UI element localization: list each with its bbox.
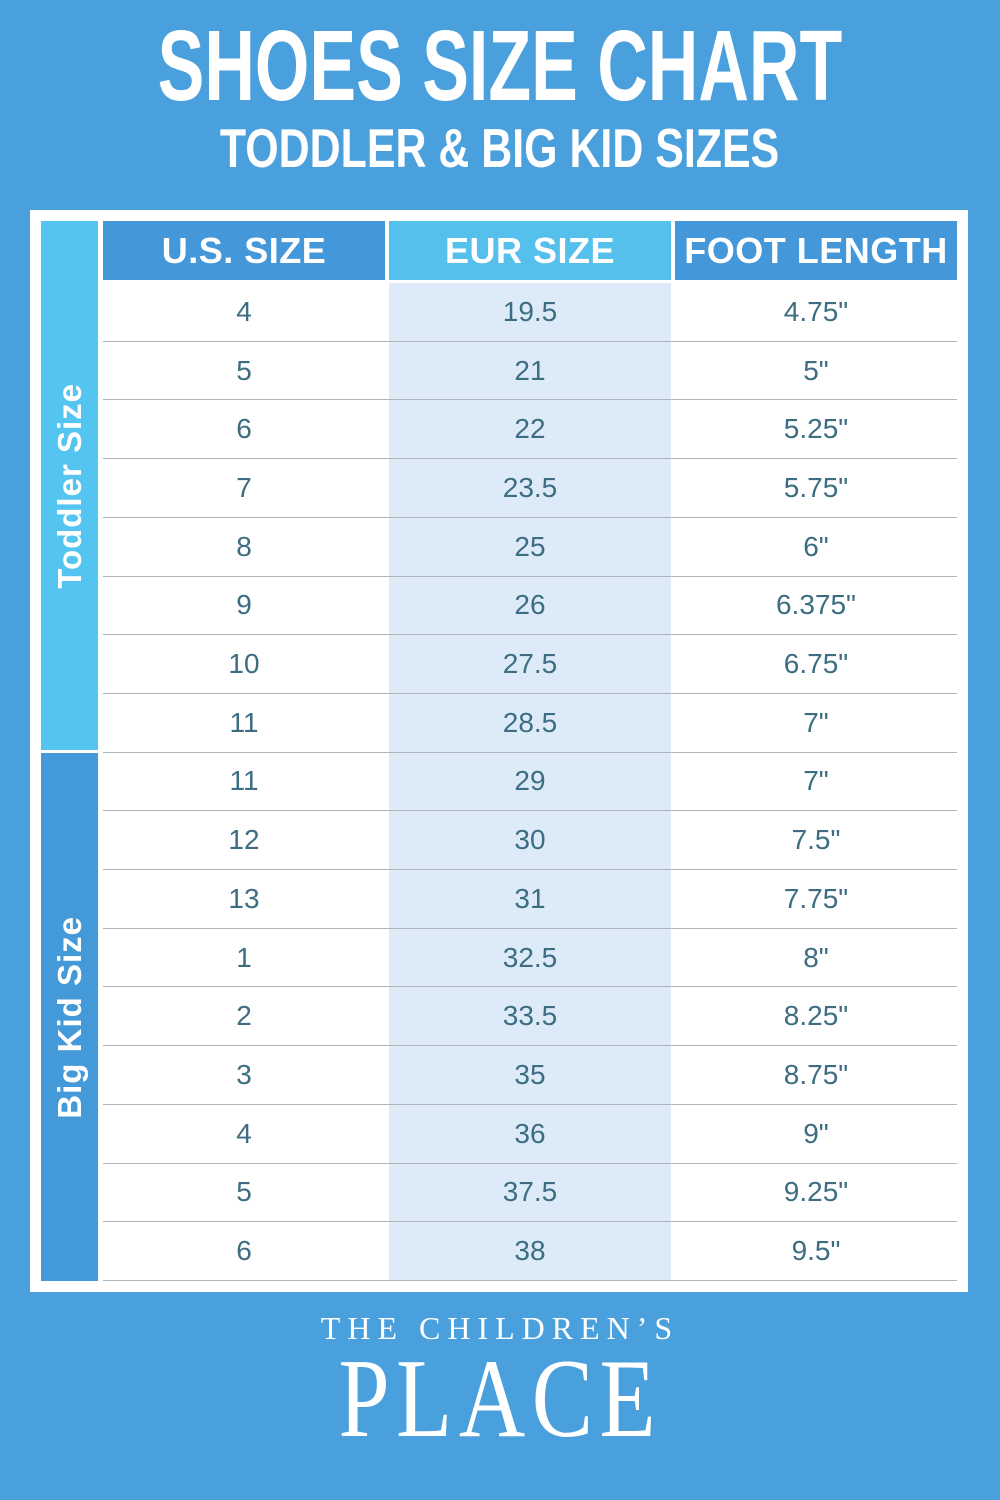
foot-length-cell: 7.75" — [783, 882, 849, 914]
foot-length-cell: 8.75" — [783, 1058, 849, 1090]
eur-size-cell: 32.5 — [389, 929, 671, 987]
eur-size-cell: 23.5 — [389, 459, 671, 517]
eur-size-cell: 36 — [389, 1105, 671, 1163]
foot-length-cell: 8.25" — [783, 1000, 849, 1032]
brand-place-text: PLACE — [338, 1337, 662, 1461]
table-row — [103, 577, 957, 636]
eur-size-cell: 25 — [389, 518, 671, 576]
eur-size-cell: 38 — [389, 1222, 671, 1280]
foot-length-cell: 9" — [803, 1117, 829, 1149]
eur-size-cell: 28.5 — [389, 694, 671, 752]
eur-size-cell: 31 — [389, 870, 671, 928]
table-body — [103, 283, 957, 1281]
foot-length-cell: 6" — [803, 530, 829, 562]
table-header-row — [103, 221, 957, 280]
foot-length-cell: 7.5" — [791, 824, 841, 856]
section-toddler-size — [41, 221, 98, 750]
page-subtitle: TODDLER & BIG KID SIZES — [220, 117, 780, 179]
eur-size-cell: 33.5 — [389, 987, 671, 1045]
toddler-size-label: Toddler Size — [50, 382, 88, 589]
eur-size-cell: 21 — [389, 342, 671, 400]
column-header-eur-size: EUR SIZE — [389, 221, 671, 280]
page-title: SHOES SIZE CHART — [157, 10, 843, 122]
table-row — [103, 635, 957, 694]
table-row — [103, 518, 957, 577]
table-row — [103, 929, 957, 988]
eur-size-cell: 22 — [389, 400, 671, 458]
us-size-cell: 4 — [236, 295, 252, 327]
us-size-cell: 3 — [236, 1058, 252, 1090]
eur-size-cell: 26 — [389, 577, 671, 635]
foot-length-cell: 7" — [803, 765, 829, 797]
section-label-column — [41, 221, 98, 1281]
us-size-cell: 1 — [236, 941, 252, 973]
us-size-cell: 6 — [236, 413, 252, 445]
foot-length-cell: 6.75" — [783, 648, 849, 680]
foot-length-cell: 7" — [803, 706, 829, 738]
size-chart-table — [30, 210, 968, 1292]
table-row — [103, 1105, 957, 1164]
foot-length-cell: 4.75" — [783, 295, 849, 327]
foot-length-cell: 5.25" — [783, 413, 849, 445]
eur-size-cell: 27.5 — [389, 635, 671, 693]
section-big-kid-size — [41, 753, 98, 1281]
foot-length-cell: 6.375" — [775, 589, 856, 621]
us-size-cell: 10 — [228, 648, 260, 680]
column-header-foot-length: FOOT LENGTH — [675, 221, 957, 280]
table-row — [103, 753, 957, 812]
table-row — [103, 283, 957, 342]
us-size-cell: 5 — [236, 1176, 252, 1208]
foot-length-cell: 9.5" — [791, 1235, 841, 1267]
poster-header — [0, 0, 1000, 179]
table-row — [103, 1222, 957, 1281]
foot-length-cell: 5.75" — [783, 471, 849, 503]
us-size-cell: 11 — [229, 765, 259, 797]
column-header-us-size: U.S. SIZE — [103, 221, 385, 280]
eur-size-cell: 19.5 — [389, 283, 671, 341]
us-size-cell: 11 — [229, 706, 259, 738]
table-row — [103, 400, 957, 459]
table-row — [103, 1164, 957, 1223]
table-row — [103, 459, 957, 518]
table-row — [103, 694, 957, 753]
foot-length-cell: 5" — [803, 354, 829, 386]
us-size-cell: 12 — [228, 824, 260, 856]
table-row — [103, 811, 957, 870]
table-row — [103, 987, 957, 1046]
us-size-cell: 2 — [236, 1000, 252, 1032]
brand-wordmark — [0, 1310, 1000, 1461]
us-size-cell: 5 — [236, 354, 252, 386]
us-size-cell: 6 — [236, 1235, 252, 1267]
us-size-cell: 4 — [236, 1117, 252, 1149]
size-table-grid — [103, 221, 957, 1281]
table-row — [103, 342, 957, 401]
table-row — [103, 1046, 957, 1105]
us-size-cell: 13 — [228, 882, 260, 914]
table-row — [103, 870, 957, 929]
us-size-cell: 7 — [236, 471, 252, 503]
eur-size-cell: 37.5 — [389, 1164, 671, 1222]
eur-size-cell: 35 — [389, 1046, 671, 1104]
us-size-cell: 9 — [236, 589, 252, 621]
eur-size-cell: 29 — [389, 753, 671, 811]
eur-size-cell: 30 — [389, 811, 671, 869]
brand-the-childrens-text: THE CHILDREN’S — [320, 1310, 680, 1346]
foot-length-cell: 9.25" — [783, 1176, 849, 1208]
foot-length-cell: 8" — [803, 941, 829, 973]
us-size-cell: 8 — [236, 530, 252, 562]
big-kid-size-label: Big Kid Size — [50, 915, 88, 1119]
